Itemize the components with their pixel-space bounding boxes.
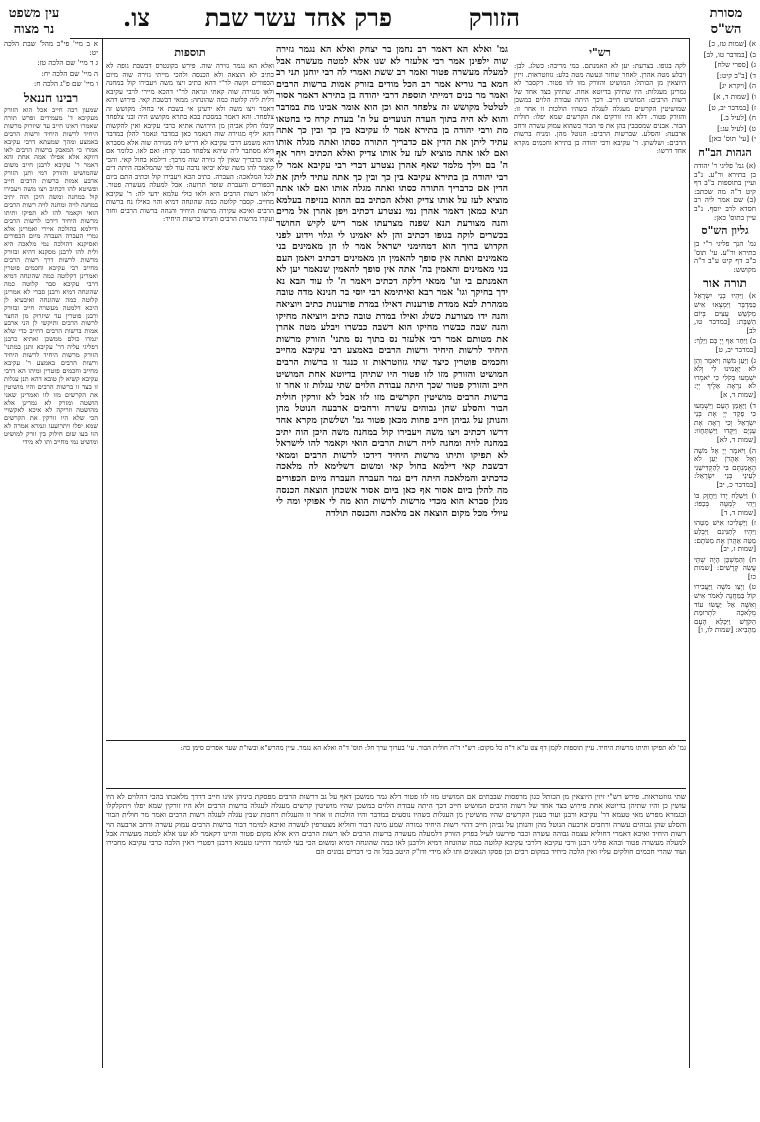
masoret-entry: ט) [לעיל עג:] [717, 123, 756, 133]
footnote: גמ' לא תפיקו ותיתו מרשות היחיד. עיין תוספות לקמן דף צט ע"א ד"ה כל מקום: רש"י ד"ה חולית הבור. עי' בערוך ערך חל: תוס' ד"ה ואלא הא נגמר. עיין מהרש"א ובשו"ת שער אפרים סימן כה: [180, 744, 686, 752]
gilyon-title: גליון הש"ס [701, 224, 749, 238]
torah-or-verse: ז) וַיַּשְׁלִיכוּ אִישׁ מַטֵּהוּ וַיִּהְיוּ לְתַנִּינִם וַיִּבְלַע מַטֵּה אַהֲרֹן אֶת מַטֹּתָם: [שמות ז, יב] [694, 518, 756, 554]
torah-or-verse: ט) וַיְצַו מֹשֶׁה וַיַּעֲבִירוּ קוֹל בַּמַּחֲנֶה לֵאמֹר אִישׁ וְאִשָּׁה אַל יַעֲשׂוּ עוֹד מְלָאכָה לִתְרוּמַת הַקֹּדֶשׁ וַיִּכָּלֵא הָעָם מֵהָבִיא: [שמות לו, ו] [694, 582, 756, 635]
perek-name: פרק אחד עשר [254, 3, 392, 32]
torah-or-verse: ג) וַיַּעַן מֹשֶׁה וַיֹּאמֶר וְהֵן לֹא יַאֲמִינוּ לִי וְלֹא יִשְׁמְעוּ בְּקֹלִי כִּי יֹאמְרוּ לֹא נִרְאָה אֵלֶיךָ יְיָ: [שמות ד, א] [694, 355, 756, 399]
ein-mishpat-entry: ו מיי' שם פ"ג הלכה ח: [33, 79, 98, 89]
rabbeinu-chananel-text: שמעון רבה חייב אכל הוא הזורק מעקיבא ד' מעמידים ופרש תורה שאמרו דאינו חייב עד שיזרוק מרשות היחיד לרשות היחיד ורשות הרבים באמצע ומהך שמעתא דרבי עקיבא אמרו כי המאבק ברשות הרבים לאו דווקא אלא אפילו אמה אחת והא דאמר ר' עקיבא לרבנן חייב משום שהמושיט והזורק דמי ותנן הזורק ארבע אמות ברשות הרבים חייב ופשיטא להו דכתיב ויצו משה ויעבירו קול במחנה ומשה היכן הוה יתיב במחנה לויה ומחנה לויה רשות הרבים הואי וקאמר להו לא תפיקו ותיתו מרשות היחיד דידכו לרשות הרבים ודילמא בהולכה איירי ואמרינן אלא גמרי העברה העברה מיום הכפורים ואסיקנא דהולכה נמי מלאכה היא ולית להו לרבנן מסקנא דהיא ובזורק מרשות לרשות דרך רשות הרבים מחייב רבי עקיבא וחכמים פוטרין ואמרינן דקלוטה כמה שהונחה דמיא דרבי עקיבא סבר קלוטה כמה שהונחה דמיא ורבנן סברי לא אמרינן קלוטה כמה שהונחה ואיבעיא לן היכא דלמטה מעשרה חייב ובזורק ורבנן פוטרין עד שיזרוק מן החצר לרשות הרבים ותיקשי לן הני ארבע אמות ברשות הרבים דחייב כדי שלא יגמרו כולם ממשכן ואתיא כרבנן דפליגי עליה דר' עקיבא ותנן במתני' הזורק מרשות היחיד לרשות היחיד ורשות הרבים באמצע ר' עקיבא מחייב וחכמים פוטרין ומיהו הא דרבי עקיבא קשיא לן טובא דהא תנן עגלות זו בצד זו ברשות הרבים והיו מושיטין את הקרשים מזו לזו ואמרינן שאני הושטה ומזרק לא גמרינן אלא מהושטה וזריקה לא איכא לאקשויי הכי שלא היו זורקין את הקרשים שמא יפלו ויתרועעו וגמרא אמרה לא הוו בעו שום חילוק בין זורק למושיט ומושיט נמי מחייב ותו לא מידי [4, 105, 98, 447]
rashi-text: לקה בגופו. בצרעת: יען לא האמנתם. במי מריבה: כשלג. לבן: ויבלע מטה אהרן. לאחר שחזר ונעשה מטה בלע: גזוזטראות. זיזין היוצאין מן הכותל: המושיט והזורק מזו לזו פטור. דקסבר לא גמרינן מעגלות: היו שתיהן בדיוטא אחת. שתיהן בצד אחד של רשות הרבים: המושיט חייב. דכך היתה עבודת הלוים במשכן שמושיטין הקרשים מעגלה לעגלה כשהיו הולכות זו אחר זו: והזורק פטור. דלא היו זורקים את הקרשים שמא יפלו: חולית הבור. אבנים שמסבבין בהן את פי הבור כשהוא עמוק עשרה ורחב ארבעה: והסלע. שברשות הרבים: הנוטל מהן. ומניח ברשות הרבים: ושלשתן. ר' עקיבא ורבי יהודה בן בתירא וחכמים מקרא אחד דרשו: [514, 62, 686, 155]
ein-mishpat-entry: ג ד מיי' שם הלכה טז: [37, 58, 98, 68]
ein-mishpat-entry: א ב מיי' פי"ב מהל' שבת הלכה יט: [4, 40, 98, 57]
bottom-rule [106, 788, 686, 789]
torah-or-verse: ח) וְהַמִּשְׁכָּן הָיָה שְׁתֵּי עֲשֵׂה קְרָשִׁים: [שמות כו] [694, 554, 756, 581]
hagahot-title: הגהות הב"ח [698, 145, 752, 159]
rabbeinu-chananel-title: רבינו חננאל [23, 90, 79, 105]
right-margin-rule [689, 38, 690, 1068]
left-margin-column [4, 40, 98, 1068]
torah-or-verse: ה) וַיֹּאמֶר יְיָ אֶל מֹשֶׁה וְאֶל אַהֲרֹן יַעַן לֹא הֶאֱמַנְתֶּם בִּי לְהַקְדִּישֵׁנִי לְעֵינֵי בְּנֵי יִשְׂרָאֵל: [במדבר כ, יב] [694, 445, 756, 489]
tosafot-title: תוספות [174, 46, 206, 59]
footnote-rule [106, 740, 686, 741]
rashi-title: רש"י [589, 46, 611, 59]
chapter-name: הזורק [468, 3, 520, 32]
daf-number: צו. [122, 3, 150, 32]
masoret-entry: ה) [ויקרא יג] [719, 81, 756, 91]
masoret-entry: י) [עי' תוס' כאן] [708, 134, 756, 144]
gilyon-text: גמ' הנך פליגי ר"י בן בתירא ור"ע. עי' תוס' ב"ב דף קיט ע"ב ד"ה מקושש: [694, 239, 756, 274]
bottom-commentary: שתי גזוזטראות. פירש רש"י זיזין היוצאין מן הכותל כגון מרפסות שבבתים אם המושיט מזו לזו פטור דלא גמר ממשכן דאף על גב דרשות הרבים מפסקת ביניהן אינו חייב דדרך מלאכתו בהכי דהלוים לא היו עושין כן והיו שתיהן בדיוטא אחת פירוש בצד אחד של רשות הרבים המושיט חייב דכך היתה עבודת הלוים במשכן שהיו מושיטין קרשים מעגלה לעגלה ברשות הרבים ולא היו זורקין שמא יפלו ויתקלקלו ובגמרא מפרש מאי טעמא דר' עקיבא ורבנן ועוד בענין הקרשים שהיו מושיטין מן העגלות כשהיו נוסעים במדבר והיו הולכות זו אחר זו והעגלות רחבות שבין עגלה לעגלה רשות הרבים ואמר מר חולית הבור והסלע שהן גבוהים עשרה ורחבים ארבעה הנוטל מהן והנותן על גביהן חייב דהוי רשות היחיד גמורה שמע מינה דבור וחוליא מצטרפין לעשרה ואיכא למימר דבור ברשות הרבים עמוק עשרה ורחב ארבעה הוי רשות היחיד ואיכא דאמרי דחוליא עצמה גבוהה עשרה וכבר פירשנו לעיל בפרק הזורק דלמעלה מעשרה ברשות הרבים לאו רשות הרבים היא אלא מקום פטור והיינו דקאמר לא שנו אלא למטה מעשרה אבל למעלה מעשרה פטור ובהא פליגי רבנן ורבי עקיבא דלרבי עקיבא קלוטה כמה שהונחה דמיא ולרבנן לאו כמה שהונחה דמיא ומשום הכי בעי למימר דהיינו טעמא דרבנן דפטרי דאין הלכה כרבי עקיבא מחבירו ועוד שהרי חכמים חולקים עליו ואין הלכה כיחיד במקום רבים וכן פסקו הגאונים ותו לא מידי ודו"ק היטב בכל זה כי דברים נכונים הם [106, 792, 686, 857]
gemara-opening: גמ' ואלא הא דאמר רב נחמן בר יצחק [359, 44, 508, 55]
masoret-entry: ב) [במדבר טו, לב] [703, 49, 756, 59]
torah-or-verse: ד) וַיַּאֲמֵן הָעָם וַיִּשְׁמְעוּ כִּי פָקַד יְיָ אֶת בְּנֵי יִשְׂרָאֵל וְכִי רָאָה אֶת עָנְיָם וַיִּקְּדוּ וַיִּשְׁתַּחֲווּ: [שמות ד, לא] [694, 400, 756, 444]
torah-or-list [694, 292, 756, 635]
masoret-label: מסורת הש"ס [709, 6, 743, 37]
tosafot-column [106, 44, 274, 734]
masoret-entry: ח) [לעיל ב.] [720, 113, 756, 123]
page-header [0, 3, 760, 37]
tosafot-text: ואלא הא נגמר גזירה שוה. פירש בקונטרס דבשבת גופה לא כתיב לא הוצאה ולא הכנסה ולהכי מייתי גזירה שוה מיום הכפורים וקשה לר"י דהא כתיב ויצו משה ויעבירו קול במחנה ולאו מגזירה שוה קאתי ונראה לר"י דהכא מיירי לרבי עקיבא דלית ליה קלוטה כמה שהונחה: ממאי דבשבת קאי. פירוש דהא דאמר ויצו משה ולא ידעינן אי בשבת אי בחול: מקושש זה צלפחד. והא דאמר במסכת בבא בתרא מקושש היה ובני צלפחד קיבלו חלק אביהן מן הירושה אתיא כרבי עקיבא ואין להקשות דהא יליף מגזירה שוה דנאמר כאן במדבר ונאמר להלן במדבר דהא משמע דרבי עקיבא לא דריש ליה מגזירה שוה אלא מסברא דלא מסתבר ליה שיהא צלפחד מבני קרח: ואם לאו. כלומר אם אינו כדבריך שאין לך גזירה שוה מרבך: דילמא בחול קאי. והכי קאמר להו משה שלא יביאו נדבה עוד לפי שהמלאכה היתה דים לכל המלאכה: העברה. כתיב הכא ויעבירו קול וכתיב התם ביום הכפורים והעברת שופר תרועה: אבל למעלה מעשרה פטור. דלאו רשות הרבים היא ולאו כולי עלמא ידעי לה: ר' עקיבא מחייב. קסבר קלוטה כמה שהונחה דמיא והוי כאילו נח ברשות הרבים ואיכא עקירה מרשות היחיד והנחה ברשות הרבים וחזר ועקרו מרשות הרבים והניחו ברשות היחיד: [106, 62, 274, 223]
masoret-entry: א) [שמות טז, כ] [708, 40, 756, 48]
tractate-name: שבת [204, 3, 248, 32]
right-margin-column [694, 40, 756, 1068]
masoret-list [694, 40, 756, 144]
ein-mishpat-list [4, 40, 98, 89]
masoret-entry: ז) [במדבר יב, ט] [708, 102, 756, 112]
torah-or-verse: א) וַיִּהְיוּ בְנֵי יִשְׂרָאֵל בַּמִּדְבָּר וַיִּמְצְאוּ אִישׁ מְקֹשֵׁשׁ עֵצִים בְּיוֹם הַשַּׁבָּת: [במדבר טו, לב] [694, 291, 756, 335]
hagahot-text: (א) גמ' פליגי ר' יהודה בן בתירא ור"ע. נ"ב ועיין בתוספות ב"ב דף קיט ד"ה מה שכתב: (ב) שם אמר ליה רב חסדא לרב יוסף. נ"ב עיין בתוס' כאן: [694, 160, 756, 222]
torah-or-verse: ב) וַיִּחַר אַף יְיָ בָּם וַיֵּלַךְ: [במדבר יב, ט] [694, 336, 756, 355]
ein-mishpat-label: עין משפט נר מצוה [8, 6, 60, 37]
header-rule [70, 38, 690, 39]
ein-mishpat-entry: ה מיי' שם הלכה יח: [41, 68, 98, 78]
left-margin-rule [102, 38, 103, 1068]
rashi-column [514, 44, 686, 734]
masoret-entry: ו) [שמות ד, א] [713, 91, 756, 101]
gemara-column [276, 44, 508, 734]
gemara-text: ואלא הא נגמר גזירה שוה ילפינן אמר רבי אלעזר לא שנו אלא למטה מעשרה אבל למעלה מעשרה פטור ואמר רב ששת ואמרי לה רבי יוחנן תני רב חמא בר גוריא אמר רב הכל מודים בזורק אמות ברשות הרבים ואמר מר בנים דמייתי תוספת דרבי יהודה בן בתירא דאמר אסור לטלטל מקושש זה צלפחד הוא וכן הוא אומר אבינו מת במדבר והוא לא היה בתוך העדה הנועדים על ה' בעדת קרח כי בחטאו מת ורבי יהודה בן בתירא אמר לו עקיבא בין כך ובין כך אתה עתיד ליתן את הדין אם כדבריך התורה כסתו ואתה מגלה אותו ואם לאו אתה מוציא לעז על אותו צדיק ואלא הכתיב ויחר אף ה' בם וילך מלמד שאף אהרן נצטרע דברי רבי עקיבא אמר לו רבי יהודה בן בתירא עקיבא בין כך ובין כך אתה עתיד ליתן את הדין אם כדבריך התורה כסתו ואתה מגלה אותו ואם לאו אתה מוציא לעז על אותו צדיק ואלא הכתיב בם ההוא בנזיפה בעלמא תניא כמאן דאמר אהרן נמי נצטרע דכתיב ויפן אהרן אל מרים והנה מצורעת תנא שפנה מצרעתו אמר ריש לקיש החושד בכשרים לוקה בגופו דכתיב והן לא יאמינו לי וגלוי וידוע לפני הקדוש ברוך הוא דמהימני ישראל אמר לו הן מאמינים בני מאמינים ואתה אין סופך להאמין הן מאמינים דכתיב ויאמן העם בני מאמינים והאמין בה' אתה אין סופך להאמין שנאמר יען לא האמנתם בי וגו' ממאי דלקה דכתיב ויאמר ה' לו עוד הבא נא ידך בחיקך וגו' אמר רבא ואיתימא רבי יוסי בר חנינא מדה טובה ממהרת לבא ממדת פורענות דאילו במדת פורענות כתיב ויוציאה והנה ידו מצורעת כשלג ואילו במדת טובה כתיב ויוציאה מחיקו והנה שבה כבשרו מחיקו הוא דשבה כבשרו ויבלע מטה אהרן את מטותם אמר רבי אלעזר נס בתוך נס מתני' הזורק מרשות היחיד לרשות היחיד ורשות הרבים באמצע רבי עקיבא מחייב וחכמים פוטרין כיצד שתי גזוזטראות זו כנגד זו ברשות הרבים המושיט והזורק מזו לזו פטור היו שתיהן בדיוטא אחת המושיט חייב והזורק פטור שכך היתה עבודת הלוים שתי עגלות זו אחר זו ברשות הרבים מושיטין הקרשים מזו לזו אבל לא זורקין חולית הבור והסלע שהן גבוהים עשרה ורחבים ארבעה הנוטל מהן והנותן על גביהן חייב פחות מכאן פטור גמ' ושלשתן מקרא אחד דרשו דכתיב ויצו משה ויעבירו קול במחנה משה היכן הוה יתיב במחנה לויה ומחנה לויה רשות הרבים הואי וקאמר להו לישראל לא תפיקו ותיתו מרשות היחיד דידכו לרשות הרבים וממאי דבשבת קאי דילמא בחול קאי ומשום דשלימא לה מלאכה כדכתיב והמלאכה היתה דים גמר העברה העברה מיום הכפורים מה להלן ביום אסור אף כאן ביום אסור אשכחן הוצאה הכנסה מנלן סברא הוא מכדי מרשות לרשות הוא מה לי אפוקי ומה לי עיולי מכל מקום הוצאה אב מלאכה והכנסה תולדה [276, 44, 508, 519]
masoret-entry: ג) [ספרי שלח] [714, 60, 756, 70]
torah-or-verse: ו) וַיִּשְׁלַח יָדוֹ וַיַּחֲזֶק בּוֹ וַיְהִי לְמַטֶּה בְּכַפּוֹ: [שמות ד, ד] [694, 490, 756, 517]
masoret-entry: ד) [ב"ב קיט:] [716, 70, 756, 80]
torah-or-title: תורה אור [702, 276, 748, 291]
